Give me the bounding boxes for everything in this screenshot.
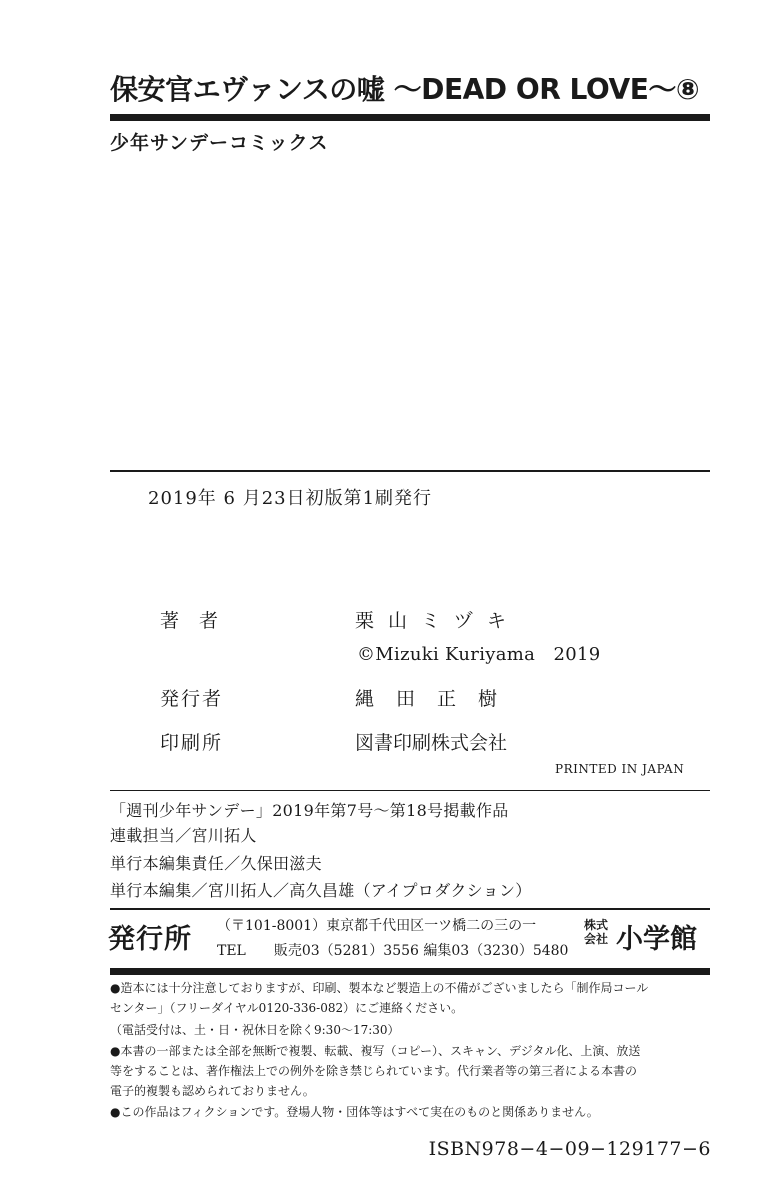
- note-line: ●本書の一部または全部を無断で複製、転載、複写（コピー）、スキャン、デジタル化、上演、放送: [110, 1044, 641, 1058]
- printer-label: 印刷所: [160, 732, 224, 754]
- notes-divider: [110, 968, 710, 975]
- chief-editor: 単行本編集責任／久保田滋夫: [110, 854, 322, 873]
- publisher-person-label: 発行者: [160, 688, 224, 710]
- serialization-info: 「週刊少年サンデー」2019年第7号～第18号掲載作品: [110, 801, 509, 820]
- kabushiki-kaisha: 株式会社: [584, 918, 609, 946]
- publisher-tel: TEL 販売03（5281）3556 編集03（3230）5480: [217, 943, 569, 959]
- author-name: 栗山ミヅキ: [355, 610, 521, 632]
- publisher-label: 発行所: [108, 924, 192, 955]
- author-label: 著者: [160, 610, 239, 632]
- note-line: （電話受付は、土・日・祝休日を除く9:30～17:30）: [110, 1023, 400, 1037]
- note-line: 等をすることは、著作権法上での例外を除き禁じられています。代行業者等の第三者による本書の: [110, 1064, 638, 1078]
- publisher-divider: [110, 908, 710, 910]
- note-line: ●この作品はフィクションです。登場人物・団体等はすべて実在のものと関係ありません。: [110, 1105, 599, 1119]
- note-line: センター」（フリーダイヤル0120-336-082）にご連絡ください。: [110, 1001, 464, 1015]
- series-name: 少年サンデーコミックス: [110, 132, 329, 154]
- printer-name: 図書印刷株式会社: [355, 732, 508, 754]
- copyright-line: ©Mizuki Kuriyama 2019: [357, 644, 601, 665]
- publisher-address: （〒101-8001）東京都千代田区一ツ橋二の三の一: [217, 918, 537, 934]
- book-editor: 単行本編集／宮川拓人／高久昌雄（アイプロダクション）: [110, 881, 532, 900]
- printed-in-japan: PRINTED IN JAPAN: [555, 762, 685, 776]
- serial-editor: 連載担当／宮川拓人: [110, 826, 257, 845]
- publisher-company: 小学館: [616, 924, 697, 955]
- publisher-person-name: 縄田正樹: [355, 688, 520, 710]
- edition-date: 2019年 6 月23日初版第1刷発行: [148, 488, 433, 509]
- note-line: ●造本には十分注意しておりますが、印刷、製本など製造上の不備がございましたら「制作局コール: [110, 981, 649, 995]
- note-line: 電子的複製も認められておりません。: [110, 1084, 315, 1098]
- book-title: 保安官エヴァンスの嘘 ～DEAD OR LOVE～⑧: [110, 73, 700, 106]
- edition-divider: [110, 470, 710, 472]
- staff-divider: [110, 790, 710, 791]
- title-divider: [110, 114, 710, 121]
- isbn: ISBN978−4−09−129177−6: [428, 1138, 711, 1160]
